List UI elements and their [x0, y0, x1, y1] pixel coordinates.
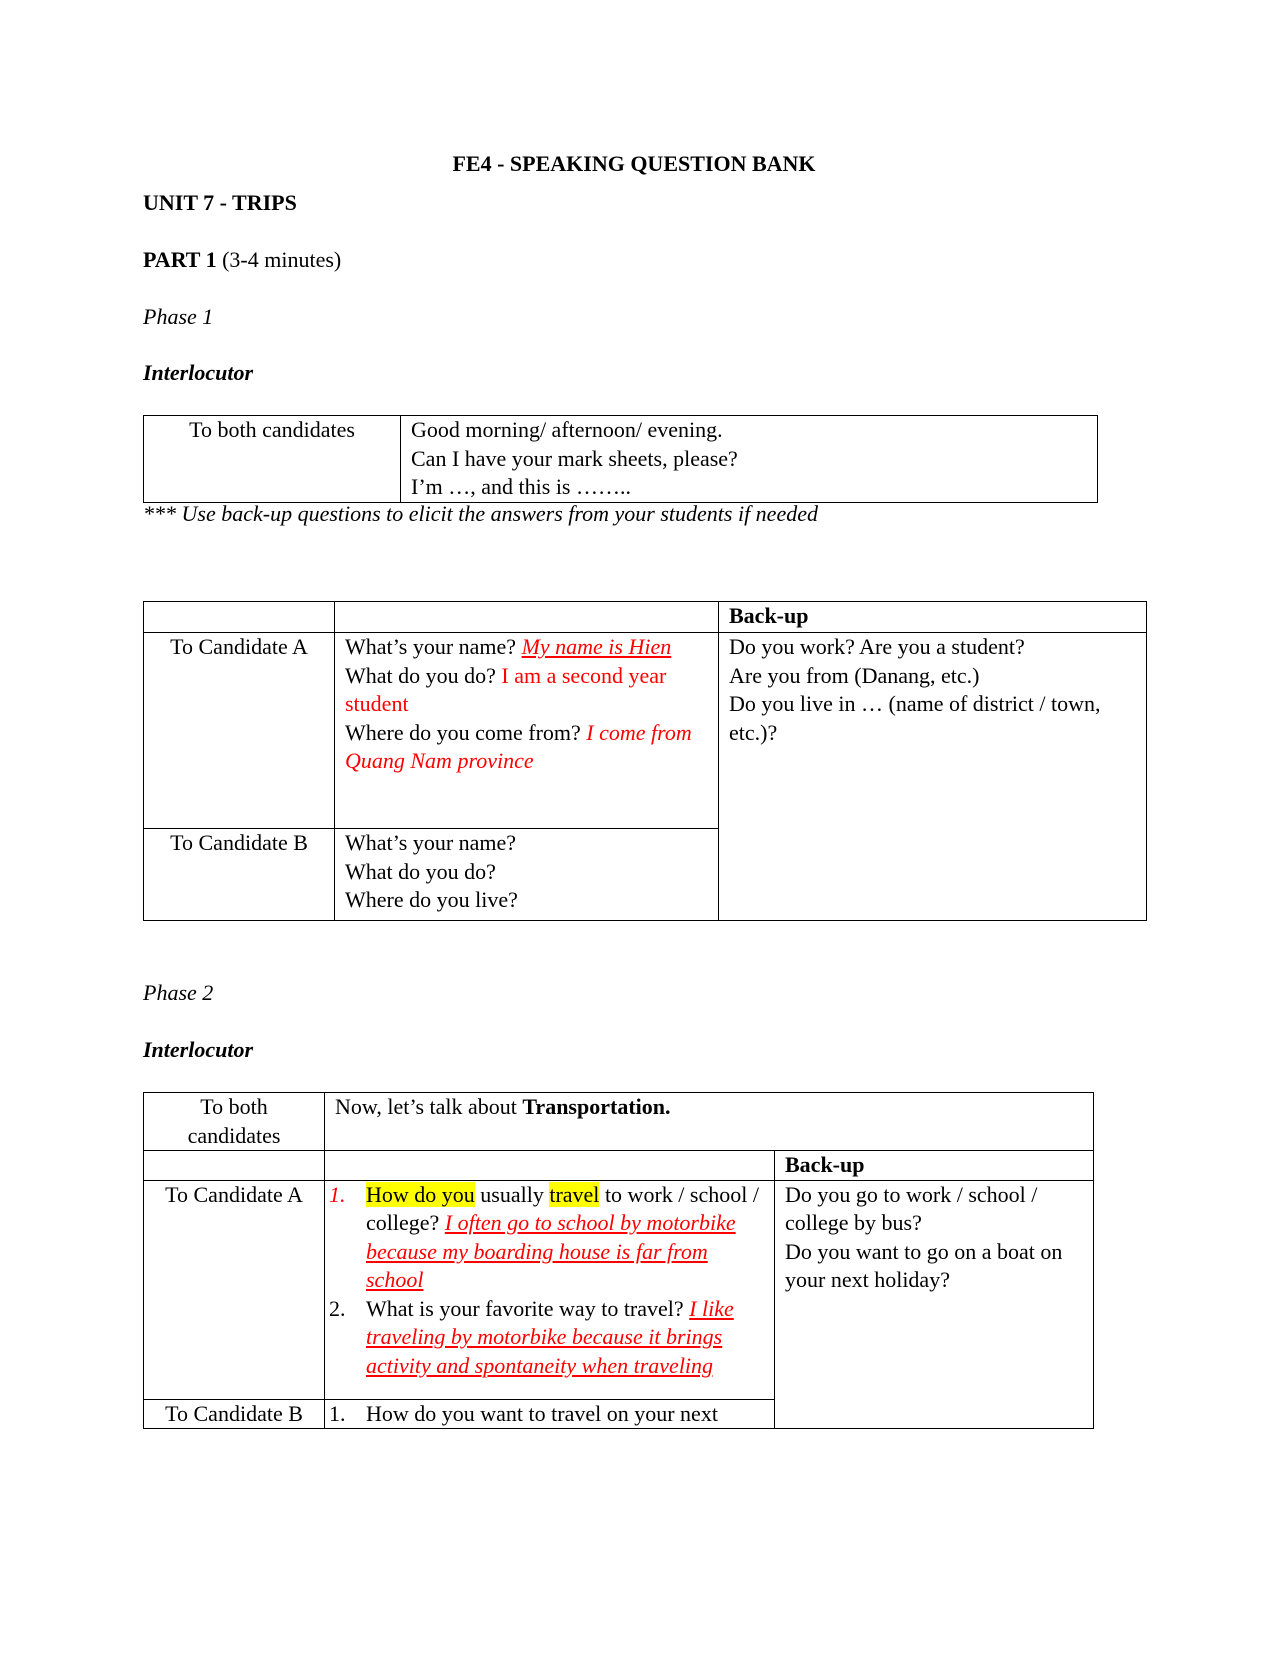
phase2-heading: Phase 2	[143, 980, 214, 1005]
question-item	[345, 662, 708, 719]
interlocutor-heading-1: Interlocutor	[143, 360, 254, 385]
question-item: What’s your name?	[345, 830, 517, 855]
backup-line: Do you live in … (name of district / town, etc.)?	[729, 691, 1101, 745]
question-number: 2.	[329, 1295, 346, 1321]
question-number: 1.	[329, 1181, 346, 1207]
greeting-lines	[401, 416, 1098, 503]
greeting-who: To both candidates	[144, 416, 401, 503]
candidate-b-questions	[325, 1399, 775, 1429]
candidate-a-questions	[335, 633, 719, 829]
question-text: usually	[480, 1181, 544, 1207]
question-list	[329, 1181, 770, 1381]
phase1-backup-cell	[719, 633, 1147, 921]
question-item	[345, 633, 708, 662]
backup-header: Back-up	[719, 602, 1147, 633]
question-item: Where do you live?	[345, 887, 518, 912]
question-item	[345, 719, 708, 776]
answer-text: I come from Quang Nam province	[345, 719, 692, 773]
transport-who: To both candidates	[144, 1093, 325, 1151]
highlighted-text: How do you	[366, 1181, 475, 1207]
question-text: What’s your name?	[345, 634, 517, 659]
question-item: What do you do?	[345, 858, 496, 884]
empty-cell	[335, 602, 719, 633]
question-list	[329, 1400, 770, 1429]
backup-header: Back-up	[775, 1151, 1094, 1181]
greeting-line: I’m …, and this is ……..	[411, 474, 631, 499]
highlighted-text: travel	[549, 1181, 600, 1207]
unit-heading: UNIT 7 - TRIPS	[143, 190, 297, 215]
document-title: FE4 - SPEAKING QUESTION BANK	[452, 151, 816, 176]
answer-text: My name is Hien	[521, 634, 672, 659]
part-time: (3-4 minutes)	[222, 247, 342, 272]
part-label: PART 1	[143, 247, 217, 272]
candidate-a-label: To Candidate A	[144, 633, 335, 829]
backup-note: *** Use back-up questions to elicit the answers from your students if needed	[143, 501, 818, 526]
empty-cell	[325, 1151, 775, 1181]
question-text: to work / school / college?	[366, 1181, 759, 1235]
answer-text: I often go to school by motorbike because my boarding house is far from school	[366, 1210, 736, 1292]
candidate-b-label: To Candidate B	[144, 829, 335, 921]
question-text: Where do you come from?	[345, 719, 581, 745]
question-item	[329, 1295, 770, 1381]
backup-line: Do you work? Are you a student?	[729, 634, 1025, 659]
phase2-table	[143, 1092, 1094, 1429]
empty-cell	[144, 602, 335, 633]
intro-topic: Transportation.	[522, 1094, 671, 1119]
question-number: 1.	[329, 1400, 346, 1426]
candidate-a-questions	[325, 1180, 775, 1399]
backup-line: Are you from (Danang, etc.)	[729, 662, 980, 688]
candidate-a-label: To Candidate A	[144, 1180, 325, 1399]
phase2-backup-cell	[775, 1180, 1094, 1429]
answer-text: I like traveling by motorbike because it brings activity and spontaneity when traveling	[366, 1295, 734, 1378]
question-text: What is your favorite way to travel?	[366, 1295, 684, 1321]
backup-line: Do you want to go on a boat on your next holiday?	[785, 1238, 1063, 1292]
greeting-table	[143, 415, 1098, 503]
intro-text: Now, let’s talk about	[335, 1094, 517, 1119]
question-text: How do you want to travel on your next	[366, 1400, 718, 1426]
transport-intro	[325, 1093, 1094, 1151]
empty-cell	[144, 1151, 325, 1181]
backup-line: Do you go to work / school / college by bus?	[785, 1181, 1038, 1235]
answer-text: I am a second year student	[345, 662, 667, 716]
greeting-line: Can I have your mark sheets, please?	[411, 445, 738, 471]
question-text: What do you do?	[345, 662, 496, 688]
phase1-heading: Phase 1	[143, 304, 214, 329]
question-item	[329, 1400, 770, 1429]
part-heading	[143, 246, 341, 275]
phase1-table	[143, 601, 1147, 921]
candidate-b-questions	[335, 829, 719, 921]
candidate-b-label: To Candidate B	[144, 1399, 325, 1429]
question-item	[329, 1181, 770, 1295]
greeting-line: Good morning/ afternoon/ evening.	[411, 417, 723, 442]
interlocutor-heading-2: Interlocutor	[143, 1037, 254, 1062]
